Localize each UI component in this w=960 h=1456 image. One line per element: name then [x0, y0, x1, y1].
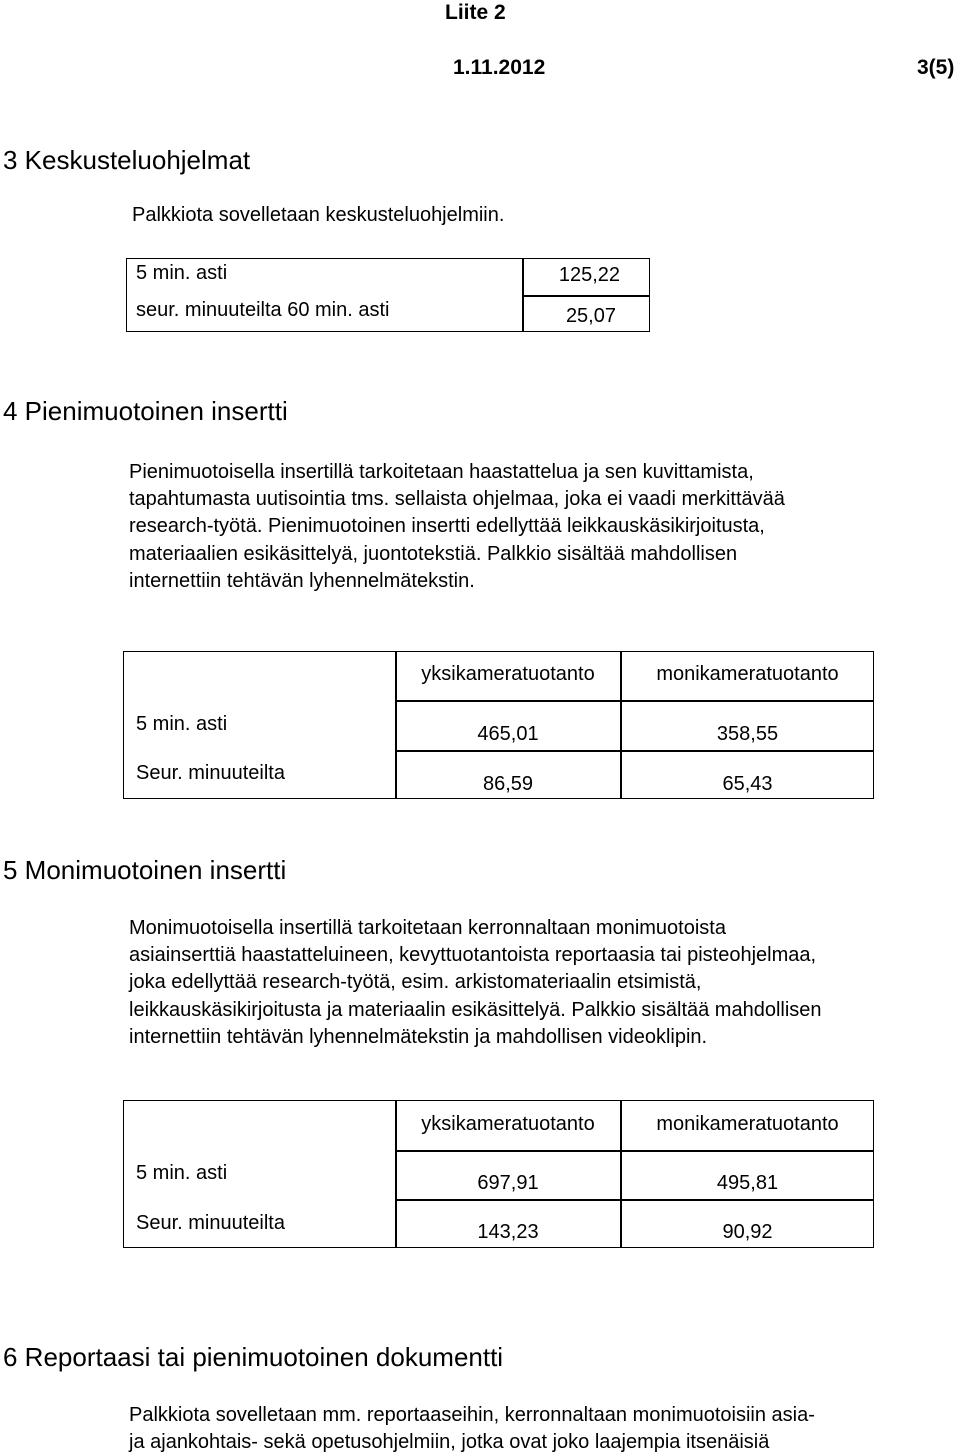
table-divider	[522, 295, 650, 297]
table-cell-value: 143,23	[477, 1221, 539, 1243]
body-line: joka edellyttää research-työtä, esim. arkistomateriaalin etsimistä,	[129, 971, 702, 994]
section-3-intro: Palkkiota sovelletaan keskusteluohjelmiin.	[132, 204, 505, 226]
table-divider	[395, 1199, 874, 1201]
table-row-label: Seur. minuuteilta	[136, 1212, 285, 1234]
table-row-label: seur. minuuteilta 60 min. asti	[136, 299, 390, 321]
body-line: tapahtumasta uutisointia tms. sellaista ohjelmaa, joka ei vaadi merkittävää	[129, 488, 785, 511]
table-divider	[395, 700, 874, 702]
appendix-label: Liite 2	[445, 1, 506, 24]
body-line: Pienimuotoisella insertillä tarkoitetaan haastattelua ja sen kuvittamista,	[129, 461, 754, 483]
table-cell-value: 86,59	[482, 773, 534, 795]
document-date: 1.11.2012	[453, 56, 546, 79]
table-cell-value: 697,91	[477, 1172, 539, 1194]
body-line: ja ajankohtais- sekä opetusohjelmiin, jotka ovat joko laajempia itsenäisiä	[129, 1431, 770, 1454]
body-line: materiaalien esikäsittelyä, juontotekstiä. Palkkio sisältää mahdollisen	[129, 542, 738, 565]
table-cell-value: 358,55	[716, 723, 779, 745]
table-cell-value: 90,92	[722, 1221, 773, 1243]
table-divider	[395, 750, 874, 752]
body-line: leikkauskäsikirjoitusta ja materiaalin esikäsittelyä. Palkkio sisältää mahdollisen	[129, 998, 822, 1021]
section-6-body	[129, 1402, 954, 1456]
body-line: internettiin tehtävän lyhennelmätekstin ja mahdollisen videoklipin.	[129, 1025, 708, 1048]
body-line: asiainserttiä haastatteluineen, kevyttuotantoista reportaasia tai pisteohjelmaa,	[129, 944, 817, 967]
table-row-label: 5 min. asti	[136, 713, 228, 735]
column-header: yksikameratuotanto	[421, 663, 595, 685]
table-cell-value: 25,07	[565, 305, 616, 327]
section-6-title: 6 Reportaasi tai pienimuotoinen dokumentti	[3, 1342, 504, 1372]
table-cell-value: 65,43	[722, 773, 773, 795]
section-5-body	[129, 915, 954, 1051]
table-row-label: 5 min. asti	[136, 262, 228, 284]
section-4-title: 4 Pienimuotoinen insertti	[3, 396, 288, 426]
column-header: yksikameratuotanto	[421, 1113, 595, 1135]
body-line: research-työtä. Pienimuotoinen insertti edellyttää leikkauskäsikirjoitusta,	[129, 515, 765, 538]
section-5-title: 5 Monimuotoinen insertti	[3, 855, 287, 885]
column-header: monikameratuotanto	[656, 663, 839, 685]
table-cell-value: 495,81	[716, 1172, 779, 1194]
body-line: Monimuotoisella insertillä tarkoitetaan kerronnaltaan monimuotoista	[129, 917, 726, 939]
section-4-body	[129, 459, 954, 595]
table-cell-value: 465,01	[477, 723, 539, 745]
table-divider	[395, 1150, 874, 1152]
body-line: Palkkiota sovelletaan mm. reportaaseihin, kerronnaltaan monimuotoisiin asia-	[129, 1404, 815, 1426]
table-row-label: Seur. minuuteilta	[136, 762, 285, 784]
table-cell-value: 125,22	[558, 264, 620, 286]
section-3-title: 3 Keskusteluohjelmat	[3, 145, 251, 175]
page-number: 3(5)	[917, 56, 955, 79]
table-row-label: 5 min. asti	[136, 1162, 228, 1184]
column-header: monikameratuotanto	[656, 1113, 839, 1135]
body-line: internettiin tehtävän lyhennelmätekstin.	[129, 569, 475, 592]
